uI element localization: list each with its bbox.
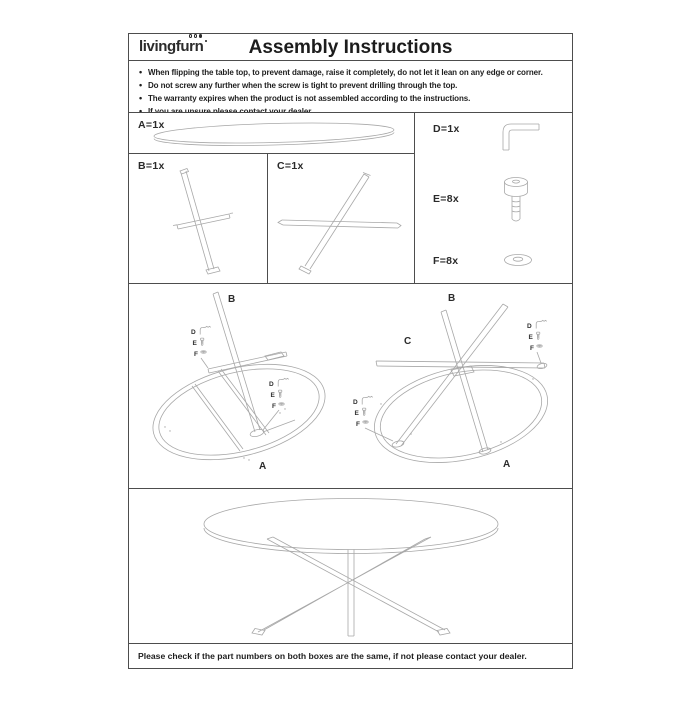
part-e-label: E=8x bbox=[433, 193, 460, 205]
assembled-table-drawing bbox=[129, 489, 572, 643]
callout-letter-f: F bbox=[356, 421, 360, 428]
footer bbox=[128, 643, 573, 669]
callout-letter-f: F bbox=[530, 345, 534, 352]
part-f-label: F=8x bbox=[433, 255, 459, 267]
header bbox=[128, 33, 573, 61]
part-a-label: A=1x bbox=[138, 119, 165, 131]
warnings-section bbox=[128, 60, 573, 113]
warning-list bbox=[129, 61, 572, 118]
table-top-icon bbox=[147, 118, 402, 151]
part-b-cell bbox=[129, 154, 268, 283]
assembly-step-1-diagram bbox=[143, 292, 335, 476]
step2-hardware-callout-right bbox=[527, 320, 547, 352]
callout-letter-d: D bbox=[353, 399, 358, 406]
part-b-label: B=1x bbox=[138, 160, 165, 172]
allen-key-icon bbox=[497, 119, 543, 151]
part-c-cell bbox=[268, 154, 415, 283]
bolt-screw-icon bbox=[501, 175, 531, 227]
page-title: Assembly Instructions bbox=[248, 37, 453, 58]
callout-letter-d: D bbox=[269, 381, 274, 388]
warning-item: • The warranty expires when the product is not assembled according to the instructions. bbox=[139, 92, 568, 105]
leg-frame-c-icon bbox=[268, 154, 414, 282]
step2-part-c-label: C bbox=[404, 336, 412, 347]
callout-letter-d: D bbox=[527, 323, 532, 330]
part-d-label: D=1x bbox=[433, 123, 460, 135]
callout-letter-e: E bbox=[270, 392, 275, 399]
callout-letter-e: E bbox=[192, 340, 197, 347]
part-a-cell bbox=[129, 113, 415, 154]
brand-logo-text: livingfurn bbox=[139, 38, 204, 55]
assembly-steps-canvas bbox=[129, 284, 572, 488]
step1-hardware-callout-right bbox=[269, 378, 289, 410]
step1-part-a-label: A bbox=[259, 461, 267, 472]
footer-note: Please check if the part numbers on both boxes are the same, if not please contact your dealer. bbox=[138, 651, 527, 661]
callout-letter-e: E bbox=[354, 410, 359, 417]
part-c-label: C=1x bbox=[277, 160, 304, 172]
callout-letter-f: F bbox=[272, 403, 276, 410]
washer-icon bbox=[501, 252, 535, 269]
final-assembly-section bbox=[128, 488, 573, 644]
warning-item: • Do not screw any further when the screw is tight to prevent drilling through the top. bbox=[139, 79, 568, 92]
parts-overview bbox=[128, 112, 573, 284]
assembly-step-2-diagram bbox=[353, 293, 557, 477]
callout-letter-f: F bbox=[194, 351, 198, 358]
callout-letter-d: D bbox=[191, 329, 196, 336]
warning-item: • When flipping the table top, to prevent damage, raise it completely, do not let it lean on any edge or corner. bbox=[139, 66, 568, 79]
step2-part-a-label: A bbox=[503, 459, 511, 470]
step1-hardware-callout-left bbox=[191, 326, 211, 358]
step2-hardware-callout-left bbox=[353, 396, 373, 428]
step1-part-b-label: B bbox=[228, 294, 236, 305]
hardware-column bbox=[415, 113, 572, 283]
callout-letter-e: E bbox=[528, 334, 533, 341]
step2-part-b-label: B bbox=[448, 293, 456, 304]
leg-frame-b-icon bbox=[129, 154, 267, 282]
assembly-steps-section bbox=[128, 283, 573, 489]
